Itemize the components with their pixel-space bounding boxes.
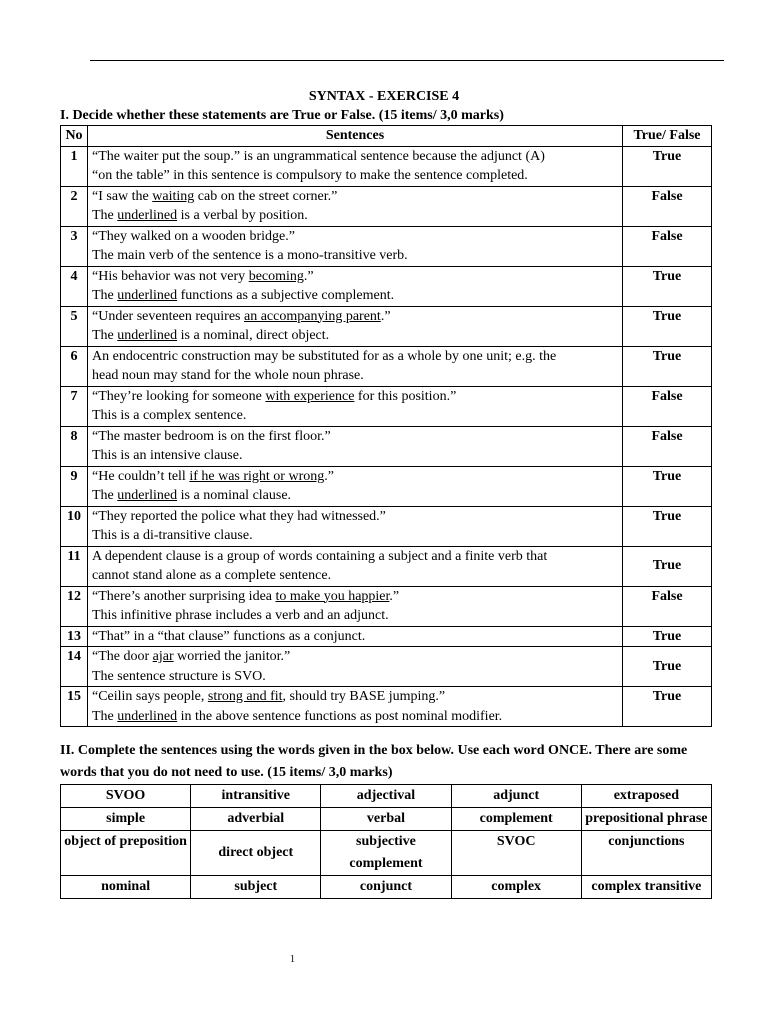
statement-fragment: “He couldn’t tell [92,468,190,484]
statement-fragment: The [92,328,118,343]
word-box-cell: complement [451,808,581,831]
item-number: 9 [61,466,88,506]
statement-fragment: The [92,208,118,223]
underlined-text: becoming [248,268,304,284]
answer-cell: True [623,506,712,546]
statement-text [88,426,623,466]
statement-fragment: functions as a subjective complement. [177,288,395,303]
item-number: 11 [61,546,88,586]
statement-text [88,226,623,266]
item-number: 13 [61,626,88,647]
word-box-cell: extraposed [581,785,711,808]
table-row [61,146,712,186]
answer-cell: False [623,426,712,466]
statement-rows [61,146,712,727]
statement-fragment: “The waiter put the soup.” is an ungrammatical sentence because the adjunct (A) [92,148,545,164]
underlined-text: underlined [117,708,178,724]
table-row [61,186,712,226]
underlined-text: ajar [152,649,174,664]
word-box-cell: subjective complement [321,831,451,876]
statement-fragment: is a nominal clause. [177,488,292,503]
statement-text [88,266,623,306]
table-row [61,546,712,586]
word-box-cell: SVOC [451,831,581,876]
statement-fragment: “They reported the police what they had witnessed.” [92,508,386,524]
statement-fragment: for this position.” [354,388,457,404]
statement-fragment: The [92,708,118,724]
header-no: No [61,126,88,147]
underlined-text: underlined [117,288,178,303]
item-number: 15 [61,687,88,727]
statement-fragment: , should try BASE jumping.” [282,689,446,704]
underlined-text: underlined [117,328,178,343]
statement-fragment: “That” in a “that clause” functions as a conjunct. [92,628,366,644]
answer-cell: True [623,266,712,306]
item-number: 2 [61,186,88,226]
statement-fragment: This is a complex sentence. [92,408,247,423]
table-row [61,346,712,386]
answer-cell: False [623,586,712,626]
statement-text [88,647,623,687]
statement-fragment: The main verb of the sentence is a mono-transitive verb. [92,248,408,263]
statement-fragment: “on the table” in this sentence is compulsory to make the sentence completed. [92,168,528,183]
word-box-row [61,831,712,876]
statement-fragment: “They walked on a wooden bridge.” [92,228,295,244]
word-box-cell: adjectival [321,785,451,808]
answer-cell: True [623,647,712,687]
word-box-cell: prepositional phrase [581,808,711,831]
table-row [61,506,712,546]
answer-cell: False [623,386,712,426]
answer-cell: True [623,546,712,586]
page-title: SYNTAX - EXERCISE 4 [308,89,460,104]
answer-cell: False [623,226,712,266]
statement-text [88,586,623,626]
statement-fragment: “There’s another surprising idea [92,588,276,604]
item-number: 8 [61,426,88,466]
statement-fragment: is a verbal by position. [177,208,308,223]
answer-cell: True [623,306,712,346]
header-true-false: True/ False [623,126,712,147]
statement-text [88,687,623,727]
word-box-cell: adjunct [451,785,581,808]
statement-fragment: An endocentric construction may be substituted for as a whole by one unit; e.g. the [92,348,557,364]
word-box-row [61,785,712,808]
statement-fragment: “Under seventeen requires [92,308,244,324]
table-row [61,426,712,466]
table-row [61,586,712,626]
statement-fragment: A dependent clause is a group of words containing a subject and a finite verb that [92,548,548,564]
table-row [61,687,712,727]
answer-cell: False [623,186,712,226]
word-box-cell: direct object [191,831,321,876]
true-false-table [60,125,712,727]
word-box-cell: SVOO [61,785,191,808]
word-box-cell: complex [451,876,581,899]
answer-cell: True [623,146,712,186]
word-box-cell: intransitive [191,785,321,808]
table-header-row [61,126,712,147]
statement-fragment: The [92,488,118,503]
underlined-text: waiting [152,188,195,204]
word-box-cell: adverbial [191,808,321,831]
section-1-heading: I. Decide whether these statements are True or False. (15 items/ 3,0 marks) [60,108,504,123]
statement-fragment: .” [324,468,334,484]
underlined-text: underlined [117,488,178,503]
statement-fragment: “They’re looking for someone [92,388,266,404]
word-box-table [60,784,712,899]
item-number: 12 [61,586,88,626]
statement-fragment: This infinitive phrase includes a verb and an adjunct. [92,608,389,623]
section-2-heading: II. Complete the sentences using the words given in the box below. Use each word ONCE. There are some words that you do not need to use. (15 items/ 3,0 marks) [60,743,688,780]
page-number: 1 [290,954,295,965]
statement-text [88,146,623,186]
item-number: 14 [61,647,88,687]
word-box-cell: object of preposition [61,831,191,876]
header-sentences: Sentences [88,126,623,147]
table-row [61,626,712,647]
word-box-cell: verbal [321,808,451,831]
statement-fragment: .” [380,308,391,324]
underlined-text: to make you happier [275,588,390,604]
item-number: 5 [61,306,88,346]
underlined-text: strong and fit [207,689,283,704]
header-rule [90,60,724,61]
word-box-cell: nominal [61,876,191,899]
statement-fragment: worried the janitor.” [173,649,291,664]
underlined-text: an accompanying parent [243,308,381,324]
word-box-cell: simple [61,808,191,831]
statement-fragment: This is an intensive clause. [92,448,243,463]
word-box-cell: complex transitive [581,876,711,899]
word-box-row [61,876,712,899]
statement-text [88,546,623,586]
item-number: 6 [61,346,88,386]
statement-fragment: The sentence structure is SVO. [92,668,266,684]
item-number: 7 [61,386,88,426]
table-row [61,466,712,506]
statement-fragment: “The master bedroom is on the first floor.” [92,428,331,444]
table-row [61,647,712,687]
statement-text [88,346,623,386]
answer-cell: True [623,466,712,506]
item-number: 10 [61,506,88,546]
word-box-row [61,808,712,831]
answer-cell: True [623,687,712,727]
statement-text [88,466,623,506]
underlined-text: underlined [117,208,178,223]
underlined-text: with experience [265,388,355,404]
statement-fragment: This is a di-transitive clause. [92,528,253,543]
statement-fragment: cannot stand alone as a complete sentence. [92,568,332,583]
statement-text [88,306,623,346]
statement-text [88,626,623,647]
statement-fragment: .” [389,588,400,604]
item-number: 1 [61,146,88,186]
answer-cell: True [623,626,712,647]
statement-fragment: is a nominal, direct object. [177,328,330,343]
statement-text [88,186,623,226]
statement-text [88,506,623,546]
item-number: 3 [61,226,88,266]
table-row [61,266,712,306]
word-box-rows [61,785,712,899]
word-box-cell: conjunct [321,876,451,899]
word-box-cell: conjunctions [581,831,711,876]
statement-text [88,386,623,426]
answer-cell: True [623,346,712,386]
underlined-text: if he was right or wrong [189,468,325,484]
statement-fragment: “Ceilin says people, [92,689,208,704]
table-row [61,306,712,346]
statement-fragment: The [92,288,118,303]
statement-fragment: in the above sentence functions as post nominal modifier. [177,708,503,724]
statement-fragment: cab on the street corner.” [194,188,338,204]
table-row [61,386,712,426]
statement-fragment: head noun may stand for the whole noun phrase. [92,368,364,383]
word-box-cell: subject [191,876,321,899]
table-row [61,226,712,266]
statement-fragment: “I saw the [92,188,153,204]
item-number: 4 [61,266,88,306]
statement-fragment: “The door [92,649,153,664]
statement-fragment: .” [303,268,314,284]
statement-fragment: “His behavior was not very [92,268,249,284]
